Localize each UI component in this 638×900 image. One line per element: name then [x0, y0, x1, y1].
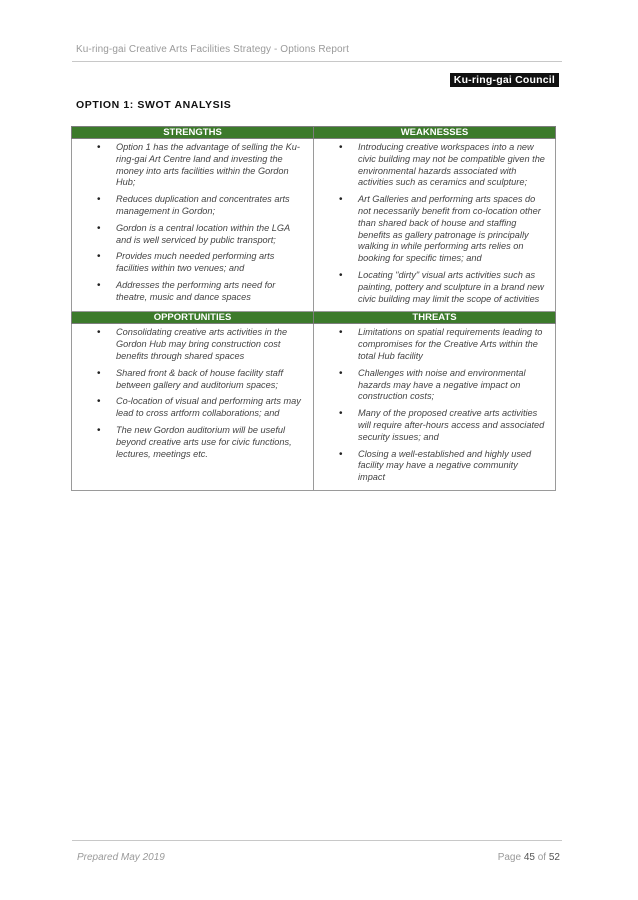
opportunities-cell — [72, 324, 314, 491]
list-item: • Gordon is a central location within the LGA and is well serviced by public transport; — [78, 223, 307, 247]
threats-cell — [314, 324, 556, 491]
swot-content-row-top — [72, 139, 556, 312]
list-item: • Reduces duplication and concentrates arts management in Gordon; — [78, 194, 307, 218]
header-rule — [72, 61, 562, 62]
list-item: • Art Galleries and performing arts spaces do not necessarily benefit from co-location other than shared back of house and staffing benefits as gallery patronage is principally walking in while performing arts relies on booking for specific times; and — [320, 194, 549, 265]
weaknesses-cell — [314, 139, 556, 312]
threats-header: THREATS — [314, 312, 556, 324]
opportunities-header: OPPORTUNITIES — [72, 312, 314, 324]
list-item: • Challenges with noise and environmental hazards may have a negative impact on construction costs; — [320, 368, 549, 403]
council-badge: Ku-ring-gai Council — [450, 73, 559, 87]
page-of: of — [537, 852, 547, 863]
list-item: • Addresses the performing arts need for theatre, music and dance spaces — [78, 280, 307, 304]
section-heading: OPTION 1: SWOT ANALYSIS — [76, 99, 232, 111]
footer-prepared-date: Prepared May 2019 — [77, 852, 165, 863]
list-item: • Provides much needed performing arts facilities within two venues; and — [78, 251, 307, 275]
page-total: 52 — [548, 852, 560, 863]
list-item: • Co-location of visual and performing arts may lead to cross artform collaborations; and — [78, 396, 307, 420]
threats-list — [320, 327, 549, 484]
footer-rule — [72, 840, 562, 841]
list-item: • The new Gordon auditorium will be useful beyond creative arts use for civic functions, lectures, meetings etc. — [78, 425, 307, 460]
swot-table — [71, 126, 556, 491]
list-item: • Consolidating creative arts activities in the Gordon Hub may bring construction cost benefits through shared spaces — [78, 327, 307, 362]
page-current: 45 — [523, 852, 535, 863]
list-item: • Limitations on spatial requirements leading to compromises for the Creative Arts within the total Hub facility — [320, 327, 549, 362]
swot-content-row-bottom — [72, 324, 556, 491]
weaknesses-header: WEAKNESSES — [314, 127, 556, 139]
opportunities-list — [78, 327, 307, 460]
list-item: • Locating "dirty" visual arts activities such as painting, pottery and sculpture in a brand new civic building may limit the scope of activities — [320, 270, 549, 305]
list-item: • Shared front & back of house facility staff between gallery and auditorium spaces; — [78, 368, 307, 392]
swot-header-row-top — [72, 127, 556, 139]
weaknesses-list — [320, 142, 549, 305]
page-prefix: Page — [497, 852, 522, 863]
list-item: • Many of the proposed creative arts activities will require after-hours access and associated security issues; and — [320, 408, 549, 443]
list-item: • Closing a well-established and highly used facility may have a negative community impact — [320, 449, 549, 484]
strengths-list — [78, 142, 307, 304]
list-item: • Introducing creative workspaces into a new civic building may not be compatible given the environmental hazards associated with activities such as ceramics and sculpture; — [320, 142, 549, 189]
strengths-header: STRENGTHS — [72, 127, 314, 139]
swot-header-row-bottom — [72, 312, 556, 324]
running-header: Ku-ring-gai Creative Arts Facilities Strategy - Options Report — [76, 44, 349, 55]
page-number — [498, 852, 560, 863]
strengths-cell — [72, 139, 314, 312]
list-item: • Option 1 has the advantage of selling the Ku-ring-gai Art Centre land and investing the money into arts facilities within the Gordon Hub; — [78, 142, 307, 189]
